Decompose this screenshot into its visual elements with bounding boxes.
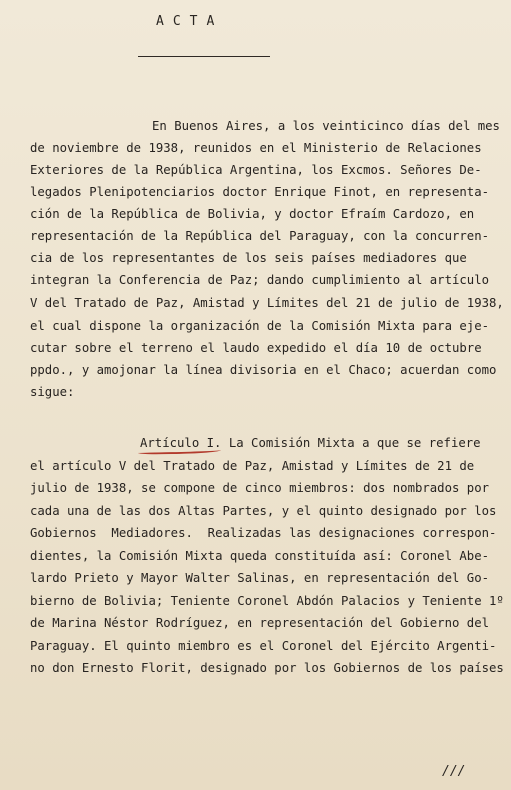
paragraph1-line-7: cia de los representantes de los seis países mediadores que (30, 251, 467, 265)
paragraph1-line-10: el cual dispone la organización de la Comisión Mixta para eje- (30, 319, 490, 333)
paragraph1-line-1: En Buenos Aires, a los veinticinco días del mes (152, 119, 500, 133)
paragraph1-line-3: Exteriores de la República Argentina, los Excmos. Señores De- (30, 163, 482, 177)
article1-line-6: dientes, la Comisión Mixta queda constituída así: Coronel Abe- (30, 549, 490, 563)
paragraph1-line-12: ppdo., y amojonar la línea divisoria en el Chaco; acuerdan como (30, 363, 497, 377)
paragraph1-line-2: de noviembre de 1938, reunidos en el Ministerio de Relaciones (30, 141, 482, 155)
article1-line-1 (140, 436, 481, 450)
article1-line-2: el artículo V del Tratado de Paz, Amistad y Límites de 21 de (30, 459, 475, 473)
paragraph1-line-8: integran la Conferencia de Paz; dando cumplimiento al artículo (30, 273, 490, 287)
article1-line-3: julio de 1938, se compone de cinco miembros: dos nombrados por (30, 481, 490, 495)
title-underline (138, 56, 270, 57)
continuation-mark: /// (442, 764, 466, 779)
paragraph1-line-11: cutar sobre el terreno el laudo expedido el día 10 de octubre (30, 341, 482, 355)
document-title: ACTA (156, 14, 224, 29)
article1-line-10: Paraguay. El quinto miembro es el Coronel del Ejército Argenti- (30, 639, 497, 653)
paragraph1-line-6: representación de la República del Paraguay, con la concurren- (30, 229, 490, 243)
article1-line-9: de Marina Néstor Rodríguez, en representación del Gobierno del (30, 616, 490, 630)
article1-line-11: no don Ernesto Florit, designado por los Gobiernos de los países (30, 661, 504, 675)
article1-line-8: bierno de Bolivia; Teniente Coronel Abdón Palacios y Teniente 1º (30, 594, 504, 608)
article1-first-line-rest: La Comisión Mixta a que se refiere (221, 436, 481, 450)
article1-line-4: cada una de las dos Altas Partes, y el quinto designado por los (30, 504, 497, 518)
article1-line-7: lardo Prieto y Mayor Walter Salinas, en representación del Go- (30, 571, 490, 585)
paragraph1-line-5: ción de la República de Bolivia, y doctor Efraím Cardozo, en (30, 207, 475, 221)
article1-line-5: Gobiernos Mediadores. Realizadas las designaciones correspon- (30, 526, 497, 540)
paragraph1-line-9: V del Tratado de Paz, Amistad y Límites del 21 de julio de 1938, (30, 296, 504, 310)
article1-label: Artículo I. (140, 436, 222, 450)
paragraph1-line-13: sigue: (30, 385, 75, 399)
paragraph1-line-4: legados Plenipotenciarios doctor Enrique Finot, en representa- (30, 185, 490, 199)
